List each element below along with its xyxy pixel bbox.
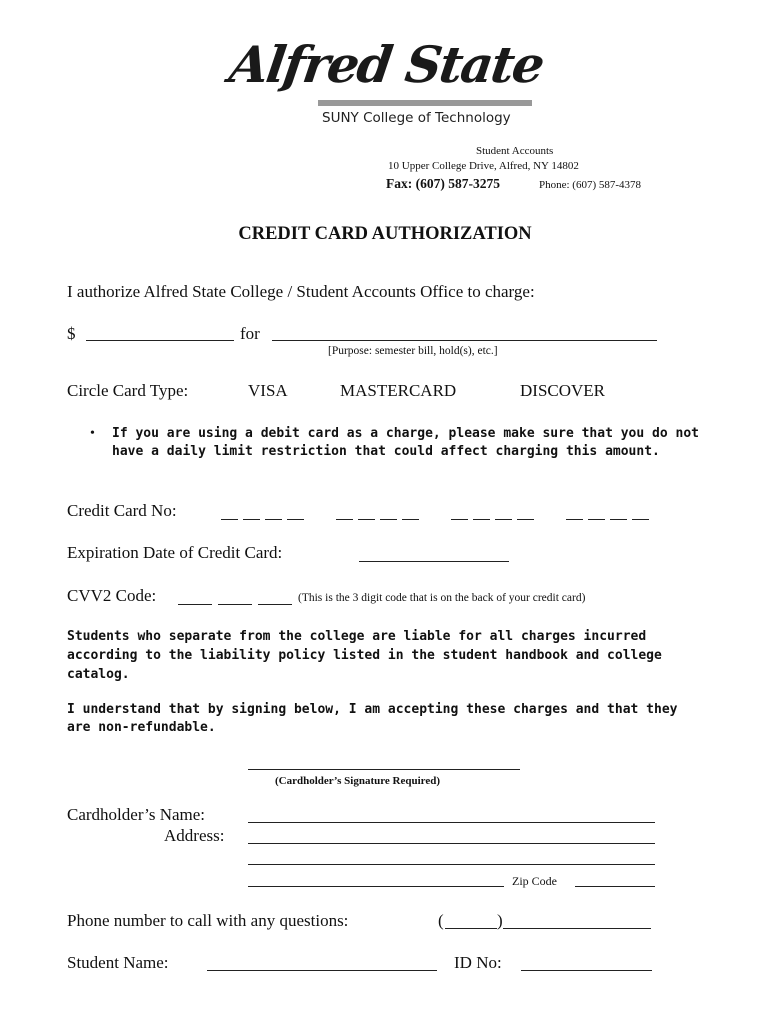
liability-line1: Students who separate from the college are liable for all charges incurred [67, 629, 647, 644]
office-name: Student Accounts [476, 145, 554, 157]
phone-area-code-field[interactable] [445, 928, 497, 929]
purpose-hint: [Purpose: semester bill, hold(s), etc.] [328, 345, 498, 357]
id-label: ID No: [454, 953, 502, 972]
nonrefundable-line1: I understand that by signing below, I am accepting these charges and that they [67, 702, 678, 717]
office-phone: Phone: (607) 587-4378 [539, 179, 642, 191]
cvv-hint: (This is the 3 digit code that is on the back of your credit card) [298, 592, 586, 604]
card-number-label: Credit Card No: [67, 501, 177, 520]
liability-line3: catalog. [67, 667, 130, 682]
card-option-mastercard[interactable]: MASTERCARD [340, 381, 457, 400]
cardholder-name-label: Cardholder’s Name: [67, 805, 206, 824]
phone-close-paren: ) [497, 911, 503, 930]
logo-rule [318, 100, 532, 106]
for-label: for [240, 324, 260, 343]
signature-caption: (Cardholder’s Signature Required) [275, 775, 440, 787]
cardholder-name-field[interactable] [248, 822, 655, 823]
bullet-icon: • [90, 426, 95, 441]
phone-number-field[interactable] [503, 928, 651, 929]
id-field[interactable] [521, 970, 652, 971]
alfred-state-logo [225, 35, 547, 130]
student-name-label: Student Name: [67, 953, 169, 972]
zip-label: Zip Code [512, 874, 557, 888]
address-line2-field[interactable] [248, 864, 655, 865]
signature-field[interactable] [248, 769, 520, 770]
office-fax: Fax: (607) 587-3275 [386, 176, 500, 191]
nonrefundable-line2: are non-refundable. [67, 720, 216, 735]
card-option-visa[interactable]: VISA [248, 381, 288, 400]
debit-note-line1: If you are using a debit card as a charge, please make sure that you do not [112, 426, 699, 441]
address-label: Address: [164, 826, 225, 845]
liability-line2: according to the liability policy listed in the student handbook and college [67, 648, 662, 663]
card-type-label: Circle Card Type: [67, 381, 189, 400]
student-name-field[interactable] [207, 970, 437, 971]
address-line1-field[interactable] [248, 843, 655, 844]
purpose-field[interactable] [272, 340, 657, 341]
cvv-label: CVV2 Code: [67, 586, 157, 605]
expiration-label: Expiration Date of Credit Card: [67, 543, 283, 562]
dollar-sign: $ [67, 324, 76, 343]
logo-subtitle: SUNY College of Technology [322, 110, 511, 126]
authorize-text: I authorize Alfred State College / Student Accounts Office to charge: [67, 282, 535, 301]
phone-open-paren: ( [438, 911, 444, 930]
office-address: 10 Upper College Drive, Alfred, NY 14802 [388, 160, 579, 172]
card-option-discover[interactable]: DISCOVER [520, 381, 606, 400]
phone-question-label: Phone number to call with any questions: [67, 911, 349, 930]
amount-field[interactable] [86, 340, 234, 341]
zip-field[interactable] [575, 886, 655, 887]
expiration-field[interactable] [359, 561, 509, 562]
debit-note-line2: have a daily limit restriction that could affect charging this amount. [112, 444, 660, 459]
form-title: CREDIT CARD AUTHORIZATION [238, 224, 532, 244]
logo-wordmark: Alfred State [225, 35, 547, 94]
address-city-field[interactable] [248, 886, 504, 887]
